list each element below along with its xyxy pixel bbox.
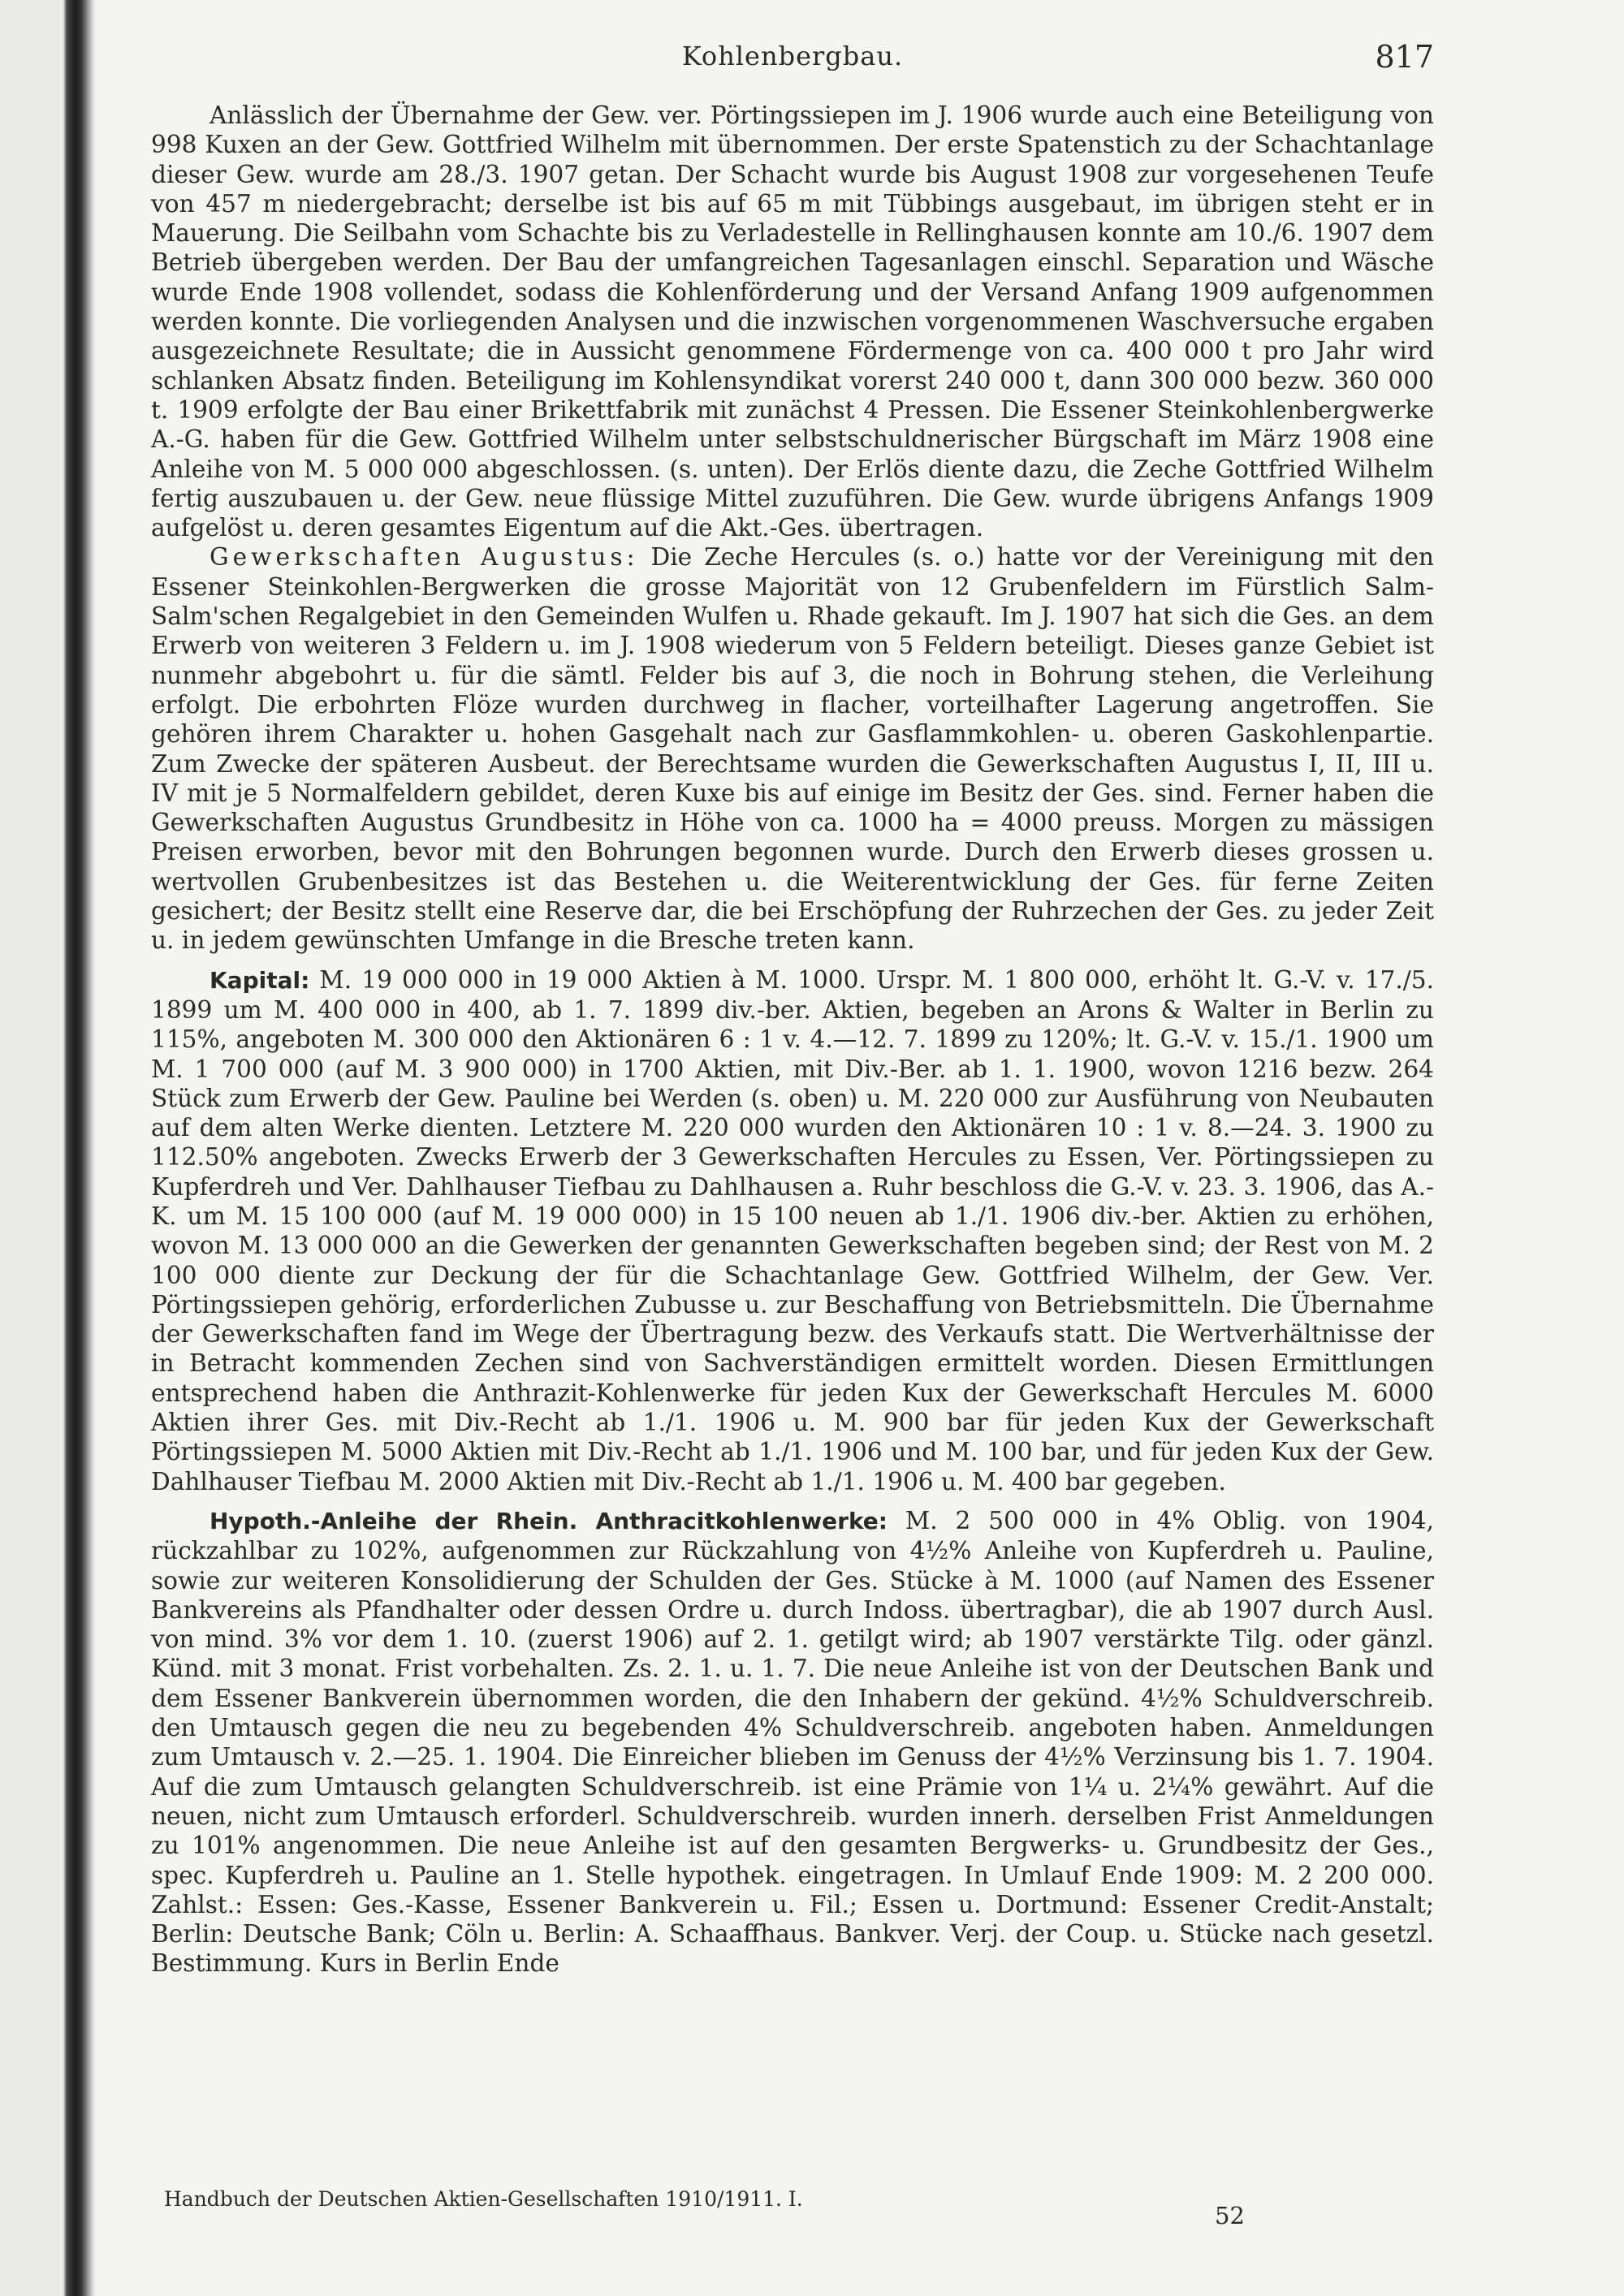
paragraph-text: Die Zeche Hercules (s. o.) hatte vor der Vereinigung mit den Essener Steinkohlen-Bergwerken die grosse Majorität von 12 Grubenfeldern im Fürstlich Salm-Salm'schen Regalgebiet in den Gemeinden Wulfen u. Rhade gekauft. Im J. 1907 hat sich die Ges. an dem Erwerb von weiteren 3 Feldern u. im J. 1908 wiederum von 5 Feldern beteiligt. Dieses ganze Gebiet ist nunmehr abgebohrt u. für die sämtl. Felder bis auf 3, die noch in Bohrung stehen, die Verleihung erfolgt. Die erbohrten Flöze wurden durchweg in flacher, vorteilhafter Lagerung angetroffen. Sie gehören ihrem Charakter u. hohen Gasgehalt nach zur Gasflammkohlen- u. oberen Gaskohlenpartie. Zum Zwecke der späteren Ausbeut. der Berechtsame wurden die Gewerkschaften Augustus I, II, III u. IV mit je 5 Normalfeldern gebildet, deren Kuxe bis auf einige im Besitz der Ges. sind. Ferner haben die Gewerkschaften Augustus Grundbesitz in Höhe von ca. 1000 ha = 4000 preuss. Morgen zu mässigen Preisen erworben, bevor mit den Bohrungen begonnen wurde. Durch den Erwerb dieses grossen u. wertvollen Grubenbesitzes ist das Bestehen u. die Weiterentwicklung der Ges. für ferne Zeiten gesichert; der Besitz stellt eine Reserve dar, die bei Erschöpfung der Ruhrzechen der Ges. zu jeder Zeit u. in jedem gewünschten Umfange in die Bresche treten kann. — [151, 543, 1434, 955]
signature-mark: 52 — [1215, 2202, 1245, 2229]
page-number: 817 — [1375, 39, 1434, 75]
section-heading-augustus: Gewerkschaften Augustus: — [209, 543, 639, 572]
book-spine-shadow — [0, 0, 96, 2296]
section-heading-kapital: Kapital: — [209, 966, 310, 994]
paragraph-text: Anlässlich der Übernahme der Gew. ver. Pörtingssiepen im J. 1906 wurde auch eine Beteiligung von 998 Kuxen an der Gew. Gottfried Wilhelm mit übernommen. Der erste Spatenstich zu der Schachtanlage dieser Gew. wurde am 28./3. 1907 getan. Der Schacht wurde bis August 1908 zur vorgesehenen Teufe von 457 m niedergebracht; derselbe ist bis auf 65 m mit Tübbings ausgebaut, im übrigen steht er in Mauerung. Die Seilbahn vom Schachte bis zu Verladestelle in Rellinghausen konnte am 10./6. 1907 dem Betrieb übergeben werden. Der Bau der umfangreichen Tagesanlagen einschl. Separation und Wäsche wurde Ende 1908 vollendet, sodass die Kohlenförderung und der Versand Anfang 1909 aufgenommen werden konnte. Die vorliegenden Analysen und die inzwischen vorgenommenen Waschversuche ergaben ausgezeichnete Resultate; die in Aussicht genommene Fördermenge von ca. 400 000 t pro Jahr wird schlanken Absatz finden. Beteiligung im Kohlensyndikat vorerst 240 000 t, dann 300 000 bezw. 360 000 t. 1909 erfolgte der Bau einer Brikettfabrik mit zunächst 4 Pressen. Die Essener Steinkohlenbergwerke A.-G. haben für die Gew. Gottfried Wilhelm unter selbstschuldnerischer Bürgschaft im März 1908 eine Anleihe von M. 5 000 000 abgeschlossen. (s. unten). Der Erlös diente dazu, die Zeche Gottfried Wilhelm fertig auszubauen u. der Gew. neue flüssige Mittel zuzuführen. Die Gew. wurde übrigens Anfangs 1909 aufgelöst u. deren gesamtes Eigentum auf die Akt.-Ges. übertragen. — [151, 101, 1434, 542]
page-header — [151, 39, 1434, 80]
paragraph-text: M. 19 000 000 in 19 000 Aktien à M. 1000. Urspr. M. 1 800 000, erhöht lt. G.-V. v. 17./5. 1899 um M. 400 000 in 400, ab 1. 7. 1899 div.-ber. Aktien, begeben an Arons & Walter in Berlin zu 115%, angeboten M. 300 000 den Aktionären 6 : 1 v. 4.—12. 7. 1899 zu 120%; lt. G.-V. v. 15./1. 1900 um M. 1 700 000 (auf M. 3 900 000) in 1700 Aktien, mit Div.-Ber. ab 1. 1. 1900, wovon 1216 bezw. 264 Stück zum Erwerb der Gew. Pauline bei Werden (s. oben) u. M. 220 000 zur Ausführung von Neubauten auf dem alten Werke dienten. Letztere M. 220 000 wurden den Aktionären 10 : 1 v. 8.—24. 3. 1900 zu 112.50% angeboten. Zwecks Erwerb der 3 Gewerkschaften Hercules zu Essen, Ver. Pörtingssiepen zu Kupferdreh und Ver. Dahlhauser Tiefbau zu Dahlhausen a. Ruhr beschloss die G.-V. v. 23. 3. 1906, das A.-K. um M. 15 100 000 (auf M. 19 000 000) in 15 100 neuen ab 1./1. 1906 div.-ber. Aktien zu erhöhen, wovon M. 13 000 000 an die Gewerken der genannten Gewerkschaften begeben sind; der Rest von M. 2 100 000 diente zur Deckung der für die Schachtanlage Gew. Gottfried Wilhelm, der Gew. Ver. Pörtingssiepen gehörig, erforderlichen Zubusse u. zur Beschaffung von Betriebsmitteln. Die Übernahme der Gewerkschaften fand im Wege der Übertragung bezw. des Verkaufs statt. Die Wertverhältnisse der in Betracht kommenden Zechen sind von Sachverständigen ermittelt worden. Diesen Ermittlungen entsprechend haben die Anthrazit-Kohlenwerke für jeden Kux der Gewerkschaft Hercules M. 6000 Aktien ihrer Ges. mit Div.-Recht ab 1./1. 1906 u. M. 900 bar für jeden Kux der Gewerkschaft Pörtingssiepen M. 5000 Aktien mit Div.-Recht ab 1./1. 1906 und M. 100 bar, und für jeden Kux der Gew. Dahlhauser Tiefbau M. 2000 Aktien mit Div.-Recht ab 1./1. 1906 u. M. 400 bar gegeben. — [151, 965, 1434, 1495]
section-heading-anleihe: Hypoth.-Anleihe der Rhein. Anthracitkohlenwerke: — [209, 1507, 888, 1534]
footer-book-title: Handbuch der Deutschen Aktien-Gesellschaften 1910/1911. I. — [164, 2187, 803, 2211]
page-body — [151, 101, 1434, 1979]
paragraph-hypoth-anleihe — [151, 1506, 1434, 1979]
paragraph-gottfried-wilhelm — [151, 101, 1434, 542]
paragraph-kapital — [151, 965, 1434, 1496]
page-footer — [151, 2187, 1434, 2236]
paragraph-text: M. 2 500 000 in 4% Oblig. von 1904, rückzahlbar zu 102%, aufgenommen zur Rückzahlung von 4½% Anleihe von Kupferdreh u. Pauline, sowie zur weiteren Konsolidierung der Schulden der Ges. Stücke à M. 1000 (auf Namen des Essener Bankvereins als Pfandhalter oder dessen Ordre u. durch Indoss. übertragbar), die ab 1907 durch Ausl. von mind. 3% vor dem 1. 10. (zuerst 1906) auf 2. 1. getilgt wird; ab 1907 verstärkte Tilg. oder gänzl. Künd. mit 3 monat. Frist vorbehalten. Zs. 2. 1. u. 1. 7. Die neue Anleihe ist von der Deutschen Bank und dem Essener Bankverein übernommen worden, die den Inhabern der gekünd. 4½% Schuldverschreib. den Umtausch gegen die neu zu begebenden 4% Schuldverschreib. angeboten haben. Anmeldungen zum Umtausch v. 2.—25. 1. 1904. Die Einreicher blieben im Genuss der 4½% Verzinsung bis 1. 7. 1904. Auf die zum Umtausch gelangten Schuldverschreib. ist eine Prämie von 1¼ u. 2¼% gewährt. Auf die neuen, nicht zum Umtausch erforderl. Schuldverschreib. wurden innerh. derselben Frist Anmeldungen zu 101% angenommen. Die neue Anleihe ist auf den gesamten Bergwerks- u. Grundbesitz der Ges., spec. Kupferdreh u. Pauline an 1. Stelle hypothek. eingetragen. In Umlauf Ende 1909: M. 2 200 000. Zahlst.: Essen: Ges.-Kasse, Essener Bankverein u. Fil.; Essen u. Dortmund: Essener Credit-Anstalt; Berlin: Deutsche Bank; Cöln u. Berlin: A. Schaaffhaus. Bankver. Verj. der Coup. u. Stücke nach gesetzl. Bestimmung. Kurs in Berlin Ende — [151, 1506, 1434, 1978]
running-title: Kohlenbergbau. — [681, 41, 904, 71]
paragraph-gewerkschaften-augustus — [151, 542, 1434, 955]
document-page — [151, 39, 1434, 2280]
